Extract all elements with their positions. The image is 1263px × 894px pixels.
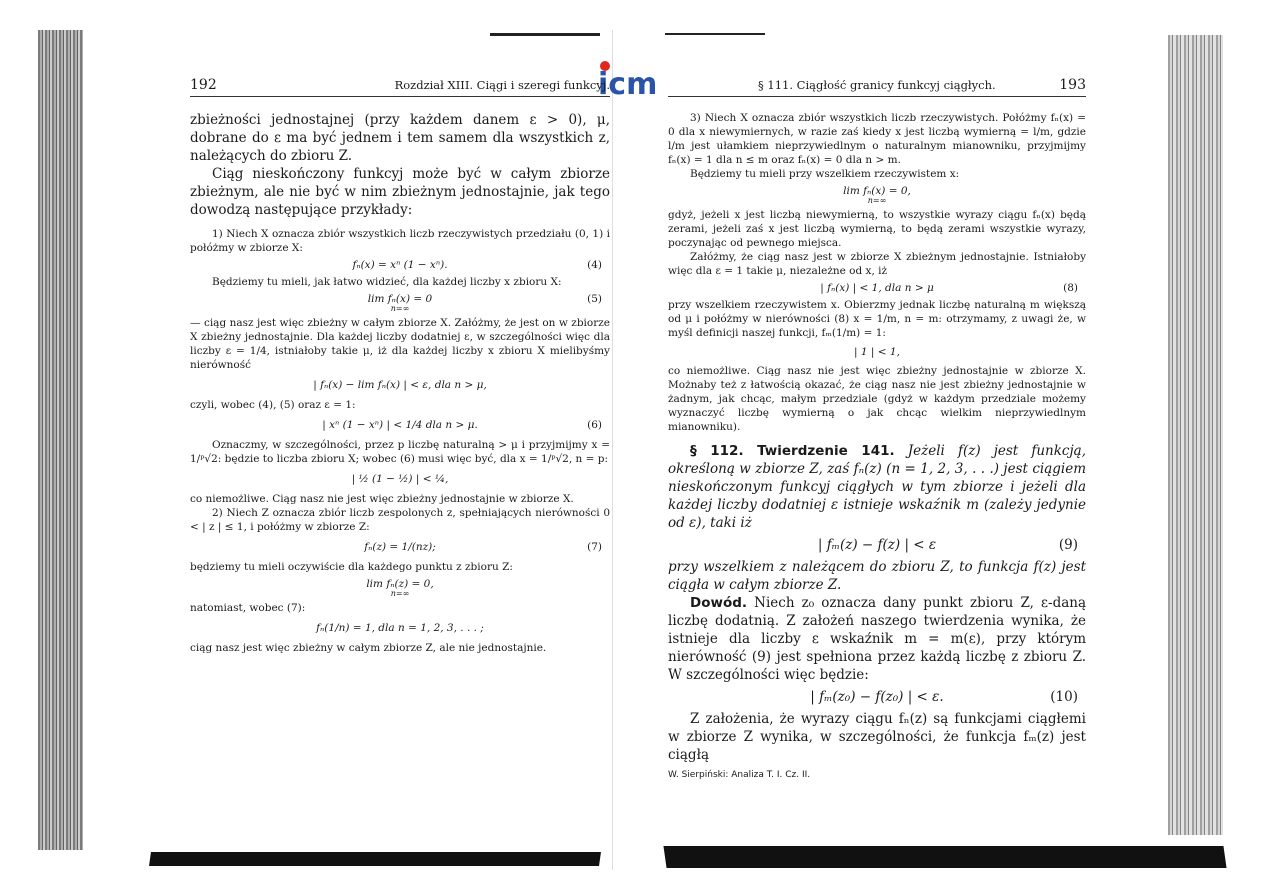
equation-9: | fₘ(z) − f(z) | < ε (9) (817, 537, 1078, 553)
scan-shadow-right (663, 846, 1226, 868)
running-head: Rozdział XIII. Ciągi i szeregi funkcyj. (394, 78, 610, 92)
svg-text:icm: icm (598, 67, 658, 100)
example-1: 1) Niech X oznacza zbiór wszystkich liczb rzeczywistych przedziału (0, 1) i połóżmy w zbiorze X: (190, 228, 610, 254)
left-page (190, 78, 610, 655)
equation-7: fₙ(z) = 1/(nz); (7) (364, 541, 602, 553)
limit-equation: lim fₙ(x) = 0, (843, 185, 911, 197)
section-label: § 112. Twierdzenie 141. (690, 443, 895, 459)
paragraph: ciąg nasz jest więc zbieżny w całym zbiorze Z, ale nie jednostajnie. (190, 642, 547, 654)
paragraph: co niemożliwe. Ciąg nasz nie jest więc zbieżny jednostajnie w zbiorze X. (190, 493, 574, 505)
theorem-text: Jeżeli f(z) jest funkcją, określoną w zbiorze Z, zaś fₙ(z) (n = 1, 2, 3, . . .) jest ciągiem nieskończonym funkcyj ciągłych w tym zbiorze i jeżeli dla każdej liczby dodatniej ε istnieje wskaźnik m (zależy jedynie od ε), taki iż (668, 443, 1086, 531)
running-head: § 111. Ciągłość granicy funkcyj ciągłych. (758, 78, 996, 92)
equation-8: | fₙ(x) | < 1, dla n > μ (8) (820, 282, 1078, 294)
paragraph: — ciąg nasz jest więc zbieżny w całym zbiorze X. Załóżmy, że jest on w zbiorze X zbieżny jednostajnie. Dla każdej liczby dodatniej ε, w szczególności więc dla liczby ε = 1/4, istniałoby takie μ, iż dla każdej liczby x zbioru X mielibyśmy nierówność (190, 317, 610, 371)
equation-4: fₙ(x) = xⁿ (1 − xⁿ). (4) (352, 259, 602, 271)
paragraph: czyli, wobec (4), (5) oraz ε = 1: (190, 399, 356, 411)
proof-text: Niech z₀ oznacza dany punkt zbioru Z, ε-daną liczbę dodatnią. Z założeń naszego twierdzenia wynika, że istnieje dla liczby ε wskaźnik m = m(ε), przy którym nierówność (9) jest spełniona przez każdą liczbę z zbioru Z. W szczególności więc będzie: (668, 595, 1087, 683)
page-gutter (612, 30, 613, 870)
scan-mark-left (490, 33, 600, 36)
scan-mark-right (665, 33, 765, 35)
paragraph: gdyż, jeżeli x jest liczbą niewymierną, to wszystkie wyrazy ciągu fₙ(x) będą zerami, jeżeli zaś x jest liczbą wymierną, to będą zerami wszystkie wyrazy, poczynając od pewnego miejsca. (668, 209, 1086, 249)
fraction-equation: fₙ(1/n) = 1, dla n = 1, 2, 3, . . . ; (316, 622, 484, 634)
limit-subscript: n=∞ (390, 304, 410, 313)
paragraph: Oznaczmy, w szczególności, przez p liczbę naturalną > μ i przyjmijmy x = 1/ᵖ√2: będzie to liczba zbioru X; wobec (6) musi więc być, dla x = 1/ᵖ√2, n = p: (190, 439, 610, 465)
paragraph: natomiast, wobec (7): (190, 602, 306, 614)
right-book-edge (1168, 35, 1223, 835)
paragraph: Będziemy tu mieli przy wszelkiem rzeczywistem x: (690, 168, 960, 180)
example-2: 2) Niech Z oznacza zbiór liczb zespolonych z, spełniających nierówności 0 < | z | ≤ 1, i połóżmy w zbiorze Z: (190, 507, 610, 533)
left-book-edge (38, 30, 83, 850)
theorem-conclusion: przy wszelkiem z należącem do zbioru Z, to funkcja f(z) jest ciągła w całym zbiorze Z. (668, 559, 1086, 593)
example-3: 3) Niech X oznacza zbiór wszystkich liczb rzeczywistych. Połóżmy fₙ(x) = 0 dla x niewymiernych, w razie zaś kiedy x jest liczbą wymierną = l/m, gdzie l/m jest ułamkiem nieprzywiedlnym o naturalnym mianowniku, przyjmijmy fₙ(x) = 1 dla n ≤ m oraz fₙ(x) = 0 dla n > m. (668, 112, 1086, 166)
equation-6: | xⁿ (1 − xⁿ) | < 1/4 dla n > μ. (6) (322, 419, 602, 431)
page-number: 192 (190, 77, 217, 93)
scan-shadow-left (149, 852, 601, 866)
page-number: 193 (1059, 77, 1086, 93)
limit-equation: lim fₙ(z) = 0, (366, 578, 434, 590)
paragraph: zbieżności jednostajnej (przy każdem danem ε > 0), μ, dobrane do ε ma być jednem i tem samem dla wszystkich z, należących do zbioru Z. (190, 112, 610, 164)
paragraph: będziemy tu mieli oczywiście dla każdego punktu z zbioru Z: (190, 561, 513, 573)
paragraph: Ciąg nieskończony funkcyj może być w całym zbiorze zbieżnym, ale nie być w nim zbieżnym jednostajnie, jak tego dowodzą następujące przykłady: (190, 166, 610, 218)
paragraph: Będziemy tu mieli, jak łatwo widzieć, dla każdej liczby x zbioru X: (212, 276, 562, 288)
right-page (668, 78, 1086, 783)
contradiction: | 1 | < 1, (854, 346, 900, 358)
right-page-header (668, 78, 1086, 97)
equation-5: lim fₙ(x) = 0 (5) (367, 293, 602, 305)
inequality: | fₙ(x) − lim fₙ(x) | < ε, dla n > μ, (313, 379, 487, 391)
left-page-header (190, 78, 610, 97)
footnote: W. Sierpiński: Analiza T. I. Cz. II. (668, 770, 811, 780)
paragraph: Załóżmy, że ciąg nasz jest w zbiorze X zbieżnym jednostajnie. Istniałoby więc dla ε = 1 takie μ, niezależne od x, iż (668, 251, 1086, 277)
paragraph: co niemożliwe. Ciąg nasz nie jest więc zbieżny jednostajnie w zbiorze X. Możnaby też z łatwością okazać, że ciąg nasz nie jest zbieżny jednostajnie w żadnym, jak chcąc, małym przedziale (gdyż w każdym przedziale możemy wyznaczyć liczbę wymierną o jak chcąc wielkim nieprzywiedlnym mianowniku). (668, 365, 1086, 433)
limit-subscript: n=∞ (390, 589, 410, 598)
limit-subscript: n=∞ (867, 196, 887, 205)
theorem-141 (668, 442, 1086, 532)
proof-label: Dowód. (690, 595, 748, 611)
equation-10: | fₘ(z₀) − f(z₀) | < ε. (10) (810, 689, 1078, 705)
proof (668, 594, 1086, 684)
half-inequality: | ½ (1 − ½) | < ¼, (351, 473, 449, 485)
paragraph: przy wszelkiem rzeczywistem x. Obierzmy jednak liczbę naturalną m większą od μ i połóżmy w nierówności (8) x = 1/m, n = m: otrzymamy, z uwagi że, w myśl definicji naszej funkcji, fₘ(1/m) = 1: (668, 299, 1086, 339)
paragraph: Z założenia, że wyrazy ciągu fₙ(z) są funkcjami ciągłemi w zbiorze Z wynika, w szczególności, że funkcja fₘ(z) jest ciągłą (668, 711, 1086, 763)
